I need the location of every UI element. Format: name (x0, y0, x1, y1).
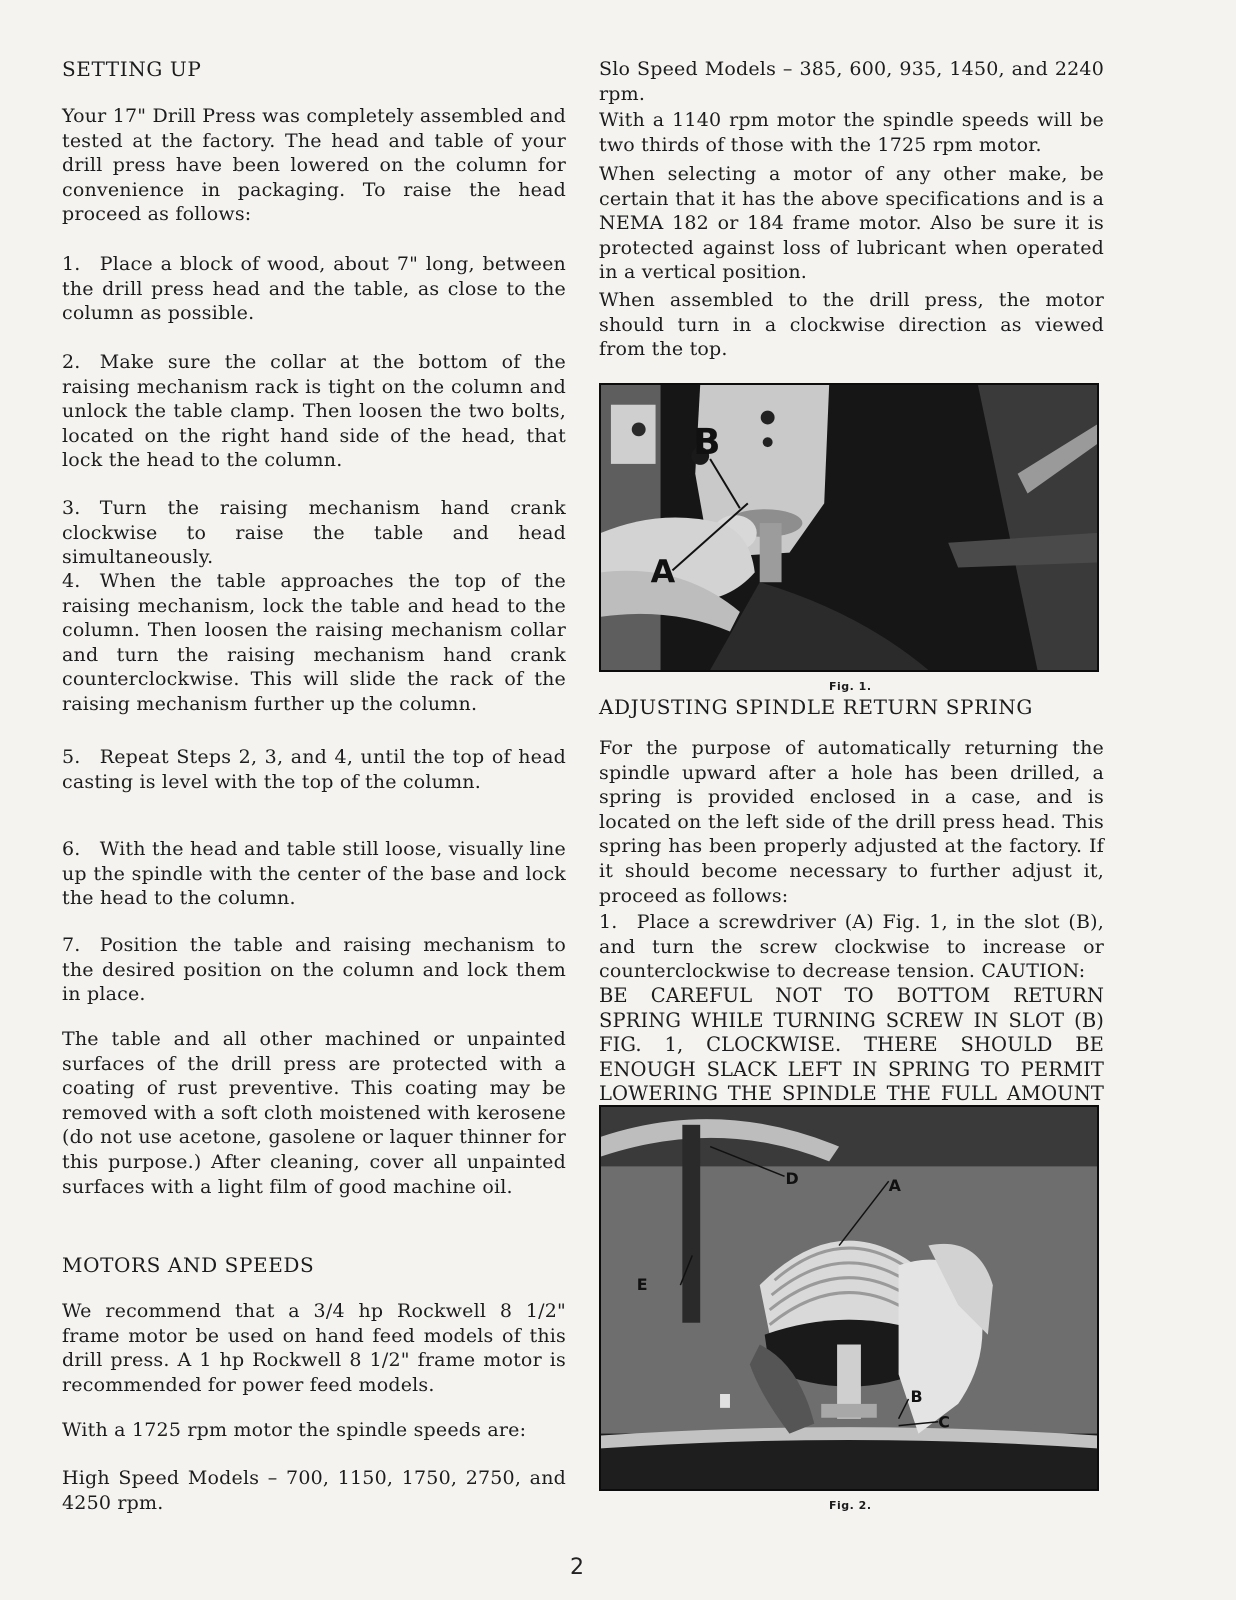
caution-text: BE CAREFUL NOT TO BOTTOM RETURN SPRING WHILE TURNING SCREW IN SLOT (B) FIG. 1, CLOCKWISE. THERE SHOULD BE ENOUGH SLACK LEFT IN SPRING TO PERMIT LOWERING THE SPINDLE THE FULL AMOUNT (599, 984, 1104, 1106)
step-5: 5. Repeat Steps 2, 3, and 4, until the top of head casting is level with the top of the column. (62, 746, 566, 793)
step-2: 2. Make sure the collar at the bottom of the raising mechanism rack is tight on the column and unlock the table clamp. Then loosen the two bolts, located on the right hand side of the head, that lock the head to the column. (62, 351, 566, 472)
spring-intro: For the purpose of automatically returning the spindle upward after a hole has been drilled, a spring is provided enclosed in a case, and is located on the left side of the drill press head. This spring has been properly adjusted at the factory. If it should become necessary to further adjust it, proceed as follows: (599, 737, 1104, 907)
figure-1-illustration (601, 385, 1097, 670)
figure-2-label-b: B (910, 1386, 923, 1406)
rust-paragraph: The table and all other machined or unpainted surfaces of the drill press are protected with a coating of rust preventive. This coating may be removed with a soft cloth moistened with kerosene (do not use acetone, gasolene or laquer thinner for this purpose.) After cleaning, cover all unpainted surfaces with a light film of good machine oil. (62, 1028, 566, 1198)
figure-2-label-a: A (888, 1176, 901, 1196)
motors-heading: MOTORS AND SPEEDS (62, 1253, 315, 1277)
figure-2-label-d: D (785, 1169, 799, 1189)
figure-2-photo (599, 1105, 1099, 1491)
motor-1140-paragraph: With a 1140 rpm motor the spindle speeds will be two thirds of those with the 1725 rpm motor. (599, 109, 1104, 156)
figure-2-label-e: E (636, 1275, 648, 1295)
rotation-paragraph: When assembled to the drill press, the motor should turn in a clockwise direction as viewed from the top. (599, 289, 1104, 361)
speeds-intro: With a 1725 rpm motor the spindle speeds are: (62, 1419, 527, 1441)
figure-2-label-c: C (938, 1412, 950, 1432)
figure-1-label-b: B (693, 422, 721, 464)
slo-speed-models: Slo Speed Models – 385, 600, 935, 1450, and 2240 rpm. (599, 58, 1104, 105)
other-make-paragraph: When selecting a motor of any other make, be certain that it has the above specifications and is a NEMA 182 or 184 frame motor. Also be sure it is protected against loss of lubricant when operated in a vertical position. (599, 163, 1104, 284)
intro-paragraph: Your 17" Drill Press was completely assembled and tested at the factory. The head and table of your drill press have been lowered on the column for convenience in packaging. To raise the head proceed as follows: (62, 105, 566, 226)
step-6: 6. With the head and table still loose, visually line up the spindle with the center of the base and lock the head to the column. (62, 838, 566, 910)
figure-1-photo (599, 383, 1099, 672)
page-number: 2 (570, 1555, 584, 1580)
motors-recommendation: We recommend that a 3/4 hp Rockwell 8 1/2" frame motor be used on hand feed models of this drill press. A 1 hp Rockwell 8 1/2" frame motor is recommended for power feed models. (62, 1300, 566, 1396)
figure-2-caption: Fig. 2. (829, 1499, 872, 1512)
figure-1-caption: Fig. 1. (829, 680, 872, 693)
step-7: 7. Position the table and raising mechanism to the desired position on the column and lock them in place. (62, 934, 566, 1006)
step-3: 3. Turn the raising mechanism hand crank clockwise to raise the table and head simultaneously. (62, 497, 566, 569)
spring-heading: ADJUSTING SPINDLE RETURN SPRING (599, 695, 1033, 719)
spring-step-1: 1. Place a screwdriver (A) Fig. 1, in the slot (B), and turn the screw clockwise to increase or counterclockwise to decrease tension. CAUTION: (599, 911, 1104, 983)
figure-2-illustration (601, 1107, 1097, 1489)
setting-up-heading: SETTING UP (62, 57, 202, 81)
step-4: 4. When the table approaches the top of the raising mechanism, lock the table and head to the column. Then loosen the raising mechanism collar and turn the raising mechanism hand crank counterclockwise. This will slide the rack of the raising mechanism further up the column. (62, 570, 566, 715)
figure-1-label-a: A (650, 554, 676, 591)
high-speed-models: High Speed Models – 700, 1150, 1750, 2750, and 4250 rpm. (62, 1467, 566, 1514)
step-1: 1. Place a block of wood, about 7" long, between the drill press head and the table, as close to the column as possible. (62, 253, 566, 325)
